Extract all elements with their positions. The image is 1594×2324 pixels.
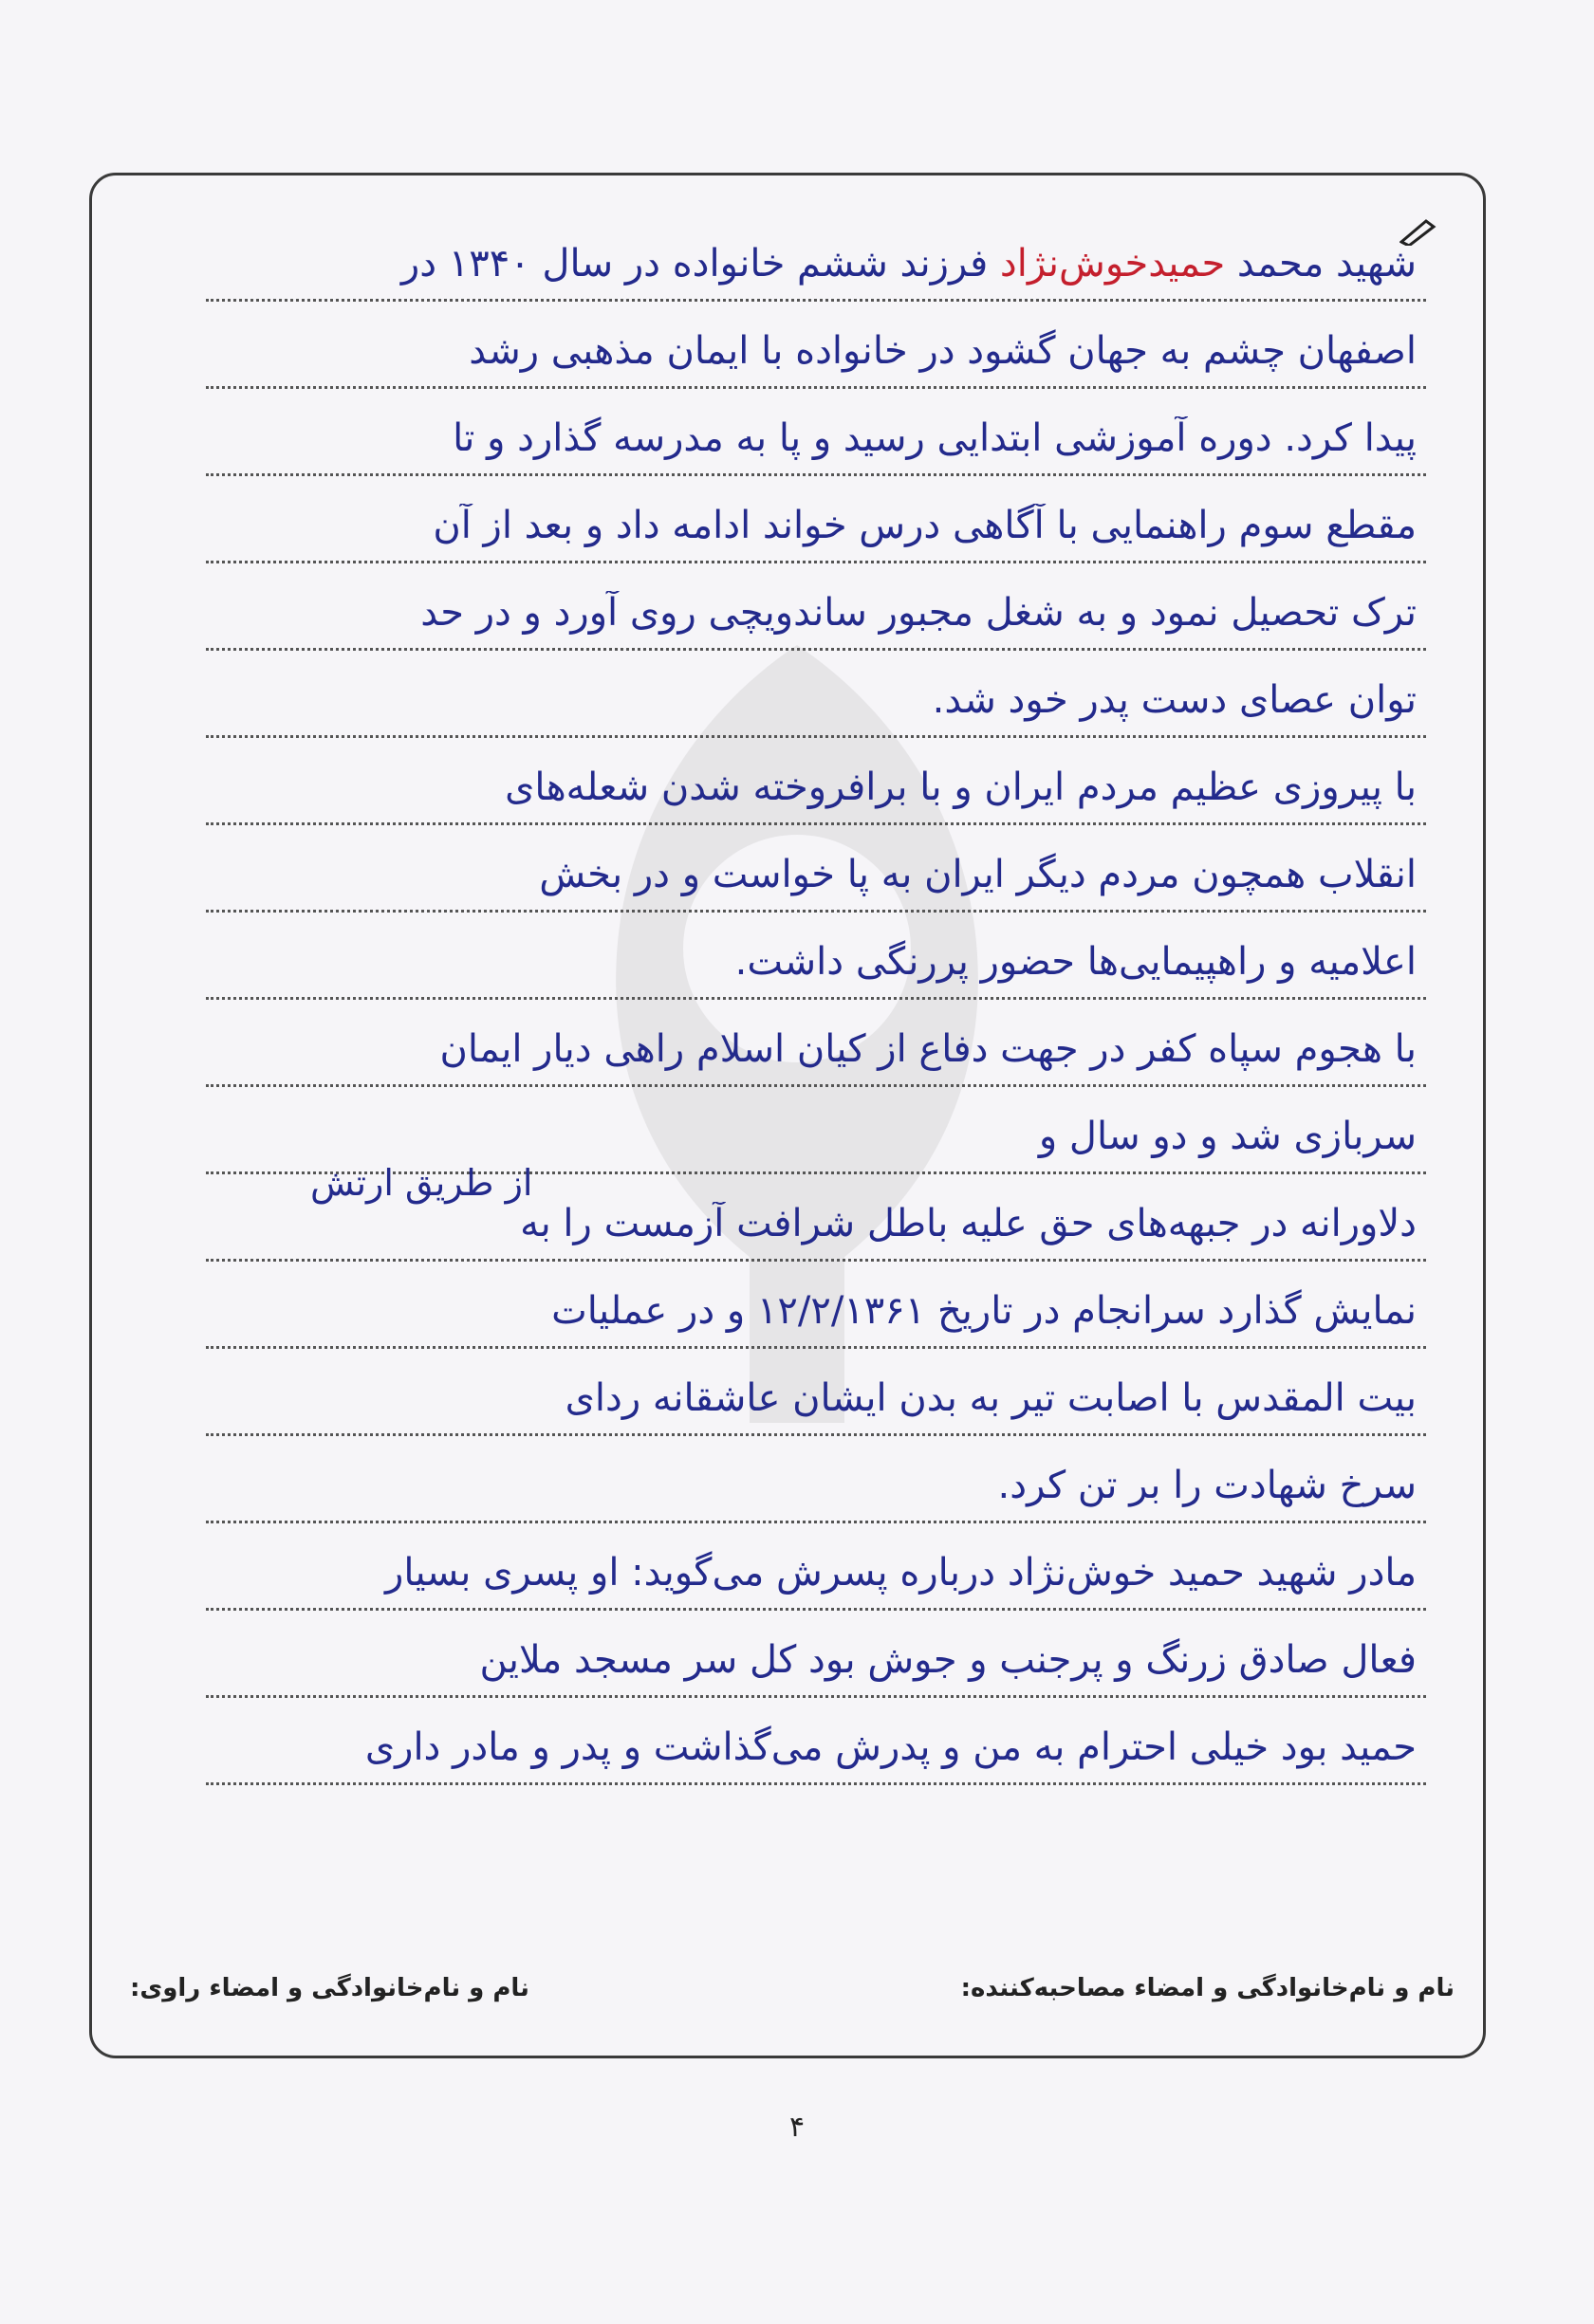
dotted-rule <box>206 1695 1426 1698</box>
handwritten-line: توان عصای دست پدر خود شد. <box>932 678 1417 722</box>
dotted-rule <box>206 1521 1426 1523</box>
handwritten-line: با هجوم سپاه کفر در جهت دفاع از کیان اسلام راهی دیار ایمان <box>439 1027 1417 1071</box>
handwritten-line: اصفهان چشم به جهان گشود در خانواده با ایمان مذهبی رشد <box>469 329 1417 373</box>
martyr-name: حمیدخوش‌نژاد <box>999 242 1226 286</box>
dotted-rule <box>206 735 1426 738</box>
dotted-rule <box>206 648 1426 651</box>
dotted-rule <box>206 822 1426 825</box>
dotted-rule <box>206 1782 1426 1785</box>
handwritten-line: سربازی شد و دو سال و <box>1038 1115 1417 1158</box>
dotted-rule <box>206 1608 1426 1611</box>
dotted-rule <box>206 1259 1426 1262</box>
handwritten-line: با پیروزی عظیم مردم ایران و با برافروخته شدن شعله‌های <box>505 765 1417 809</box>
dotted-rule <box>206 561 1426 563</box>
dotted-rule <box>206 1433 1426 1436</box>
handwritten-line: نمایش گذارد سرانجام در تاریخ ۱۲/۲/۱۳۶۱ و در عملیات <box>551 1289 1417 1333</box>
signature-footer <box>130 1974 1455 2021</box>
dotted-rule <box>206 1084 1426 1087</box>
dotted-rule <box>206 910 1426 913</box>
handwritten-line: بیت المقدس با اصابت تیر به بدن ایشان عاشقانه ردای <box>565 1376 1417 1420</box>
handwritten-page-frame <box>89 173 1486 2058</box>
narrator-signature-label: نام و نام‌خانوادگی و امضاء راوی: <box>130 1974 529 2002</box>
handwritten-line: اعلامیه و راهپیمایی‌ها حضور پررنگی داشت. <box>734 940 1417 984</box>
handwritten-line: پیدا کرد. دوره آموزشی ابتدایی رسید و پا به مدرسه گذارد و تا <box>453 416 1417 460</box>
dotted-rule <box>206 1346 1426 1349</box>
margin-note: از طریق ارتش <box>310 1162 533 1204</box>
handwritten-line: ترک تحصیل نمود و به شغل مجبور ساندویچی روی آورد و در حد <box>420 591 1417 635</box>
handwritten-line: مقطع سوم راهنمایی با آگاهی درس خواند ادامه داد و بعد از آن <box>433 504 1417 547</box>
handwritten-line: فعال صادق زرنگ و پرجنب و جوش بود کل سر مسجد ملاین <box>479 1638 1417 1682</box>
handwritten-line: شهید محمد حمیدخوش‌نژاد فرزند ششم خانواده در سال ۱۳۴۰ در <box>400 242 1417 286</box>
handwritten-line: مادر شهید حمید خوش‌نژاد درباره پسرش می‌گوید: او پسری بسیار <box>385 1551 1417 1595</box>
dotted-rule <box>206 386 1426 389</box>
page-number: ۴ <box>788 2111 806 2144</box>
interviewer-signature-label: نام و نام‌خانوادگی و امضاء مصاحبه‌کننده: <box>960 1974 1455 2002</box>
dotted-rule <box>206 473 1426 476</box>
handwritten-line: سرخ شهادت را بر تن کرد. <box>997 1464 1417 1507</box>
dotted-rule <box>206 997 1426 1000</box>
handwritten-line: انقلاب همچون مردم دیگر ایران به پا خواست و در بخش <box>539 853 1417 896</box>
dotted-rule <box>206 299 1426 302</box>
handwritten-line: حمید بود خیلی احترام به من و پدرش می‌گذاشت و پدر و مادر داری <box>364 1725 1417 1769</box>
handwritten-line: دلاورانه در جبهه‌های حق علیه باطل شرافت آزمست را به <box>520 1202 1417 1245</box>
